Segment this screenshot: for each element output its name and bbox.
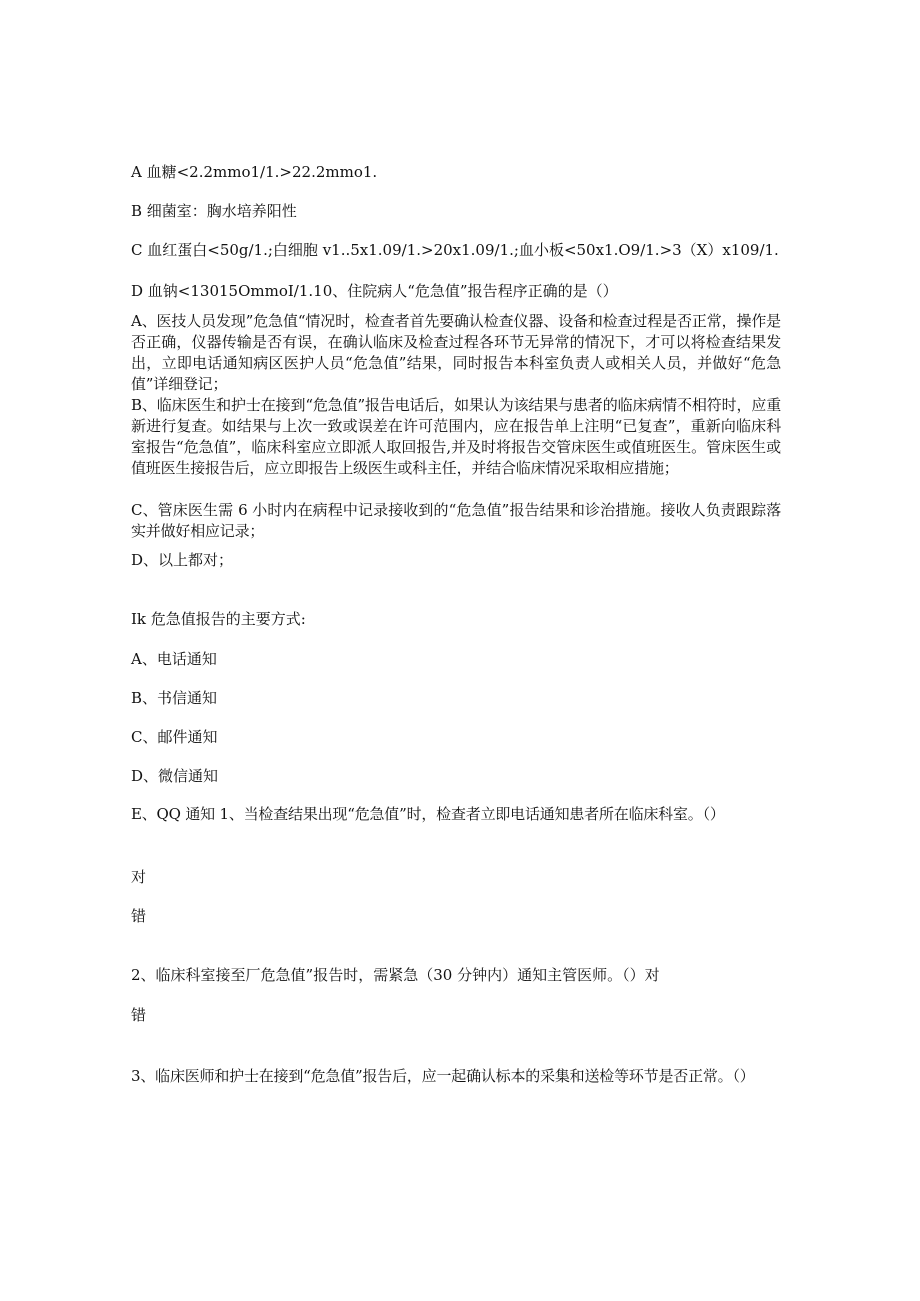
true-option: 对 bbox=[131, 868, 147, 886]
answer-b-paragraph: B、临床医生和护士在接到“危急值”报告电话后，如果认为该结果与患者的临床病情不相符时，应重新进行复查。如结果与上次一致或误差在许可范围内，应在报告单上注明“已复查”，重新向临床科室报告“危急值”，临床科室应立即派人取回报告,并及时将报告交管床医生或值班医生。管床医生或值班医生接报告后，应立即报告上级医生或科主任，并结合临床情况采取相应措施； bbox=[131, 396, 781, 477]
option-letter: B、书信通知 bbox=[131, 689, 218, 707]
option-c-blood-counts: C 血红蛋白<50g∕1.;白细胞 v1..5x1.09∕1.>20x1.09∕1.;血小板<50x1.O9∕1.>3（X）x109/1. bbox=[131, 241, 779, 259]
answer-c-paragraph: C、管床医生需 6 小时内在病程中记录接收到的“危急值”报告结果和诊治措施。接收人负责跟踪落实并做好相应记录； bbox=[131, 501, 781, 540]
answer-a-paragraph: A、医技人员发现”危急值“情况时，检查者首先要确认检查仪器、设备和检查过程是否正常，操作是否正确，仪器传输是否有误，在确认临床及检查过程各环节无异常的情况下，才可以将检查结果发出，立即电话通知病区医护人员“危急值”结果，同时报告本科室负责人或相关人员，并做好“危急值”详细登记； bbox=[131, 312, 781, 393]
question-2-false-option: 错 bbox=[131, 1006, 147, 1024]
option-qq-and-q1: E、QQ 通知 1、当检查结果出现“危急值”时，检查者立即电话通知患者所在临床科室。（） bbox=[131, 805, 725, 823]
option-a-blood-glucose: A 血糖<2.2mmo1∕1.>22.2mmo1. bbox=[131, 163, 378, 181]
false-option: 错 bbox=[131, 907, 147, 925]
question-3: 3、临床医师和护士在接到“危急值”报告后，应一起确认标本的采集和送检等环节是否正常。（） bbox=[131, 1067, 755, 1085]
option-d-question-10: D 血钠<13015OmmoI/1.10、住院病人“危急值”报告程序正确的是（） bbox=[131, 282, 618, 300]
question-11-heading: Ik 危急值报告的主要方式: bbox=[131, 610, 306, 628]
option-wechat: D、微信通知 bbox=[131, 767, 219, 785]
option-phone: A、电话通知 bbox=[131, 650, 217, 668]
answer-d-line: D、以上都对； bbox=[131, 551, 234, 569]
option-email: C、邮件通知 bbox=[131, 728, 218, 746]
question-2: 2、临床科室接至厂危急值”报告时，需紧急（30 分钟内）通知主管医师。（）对 bbox=[131, 966, 660, 984]
option-b-bacteriology: B 细菌室：胸水培养阳性 bbox=[131, 202, 297, 220]
